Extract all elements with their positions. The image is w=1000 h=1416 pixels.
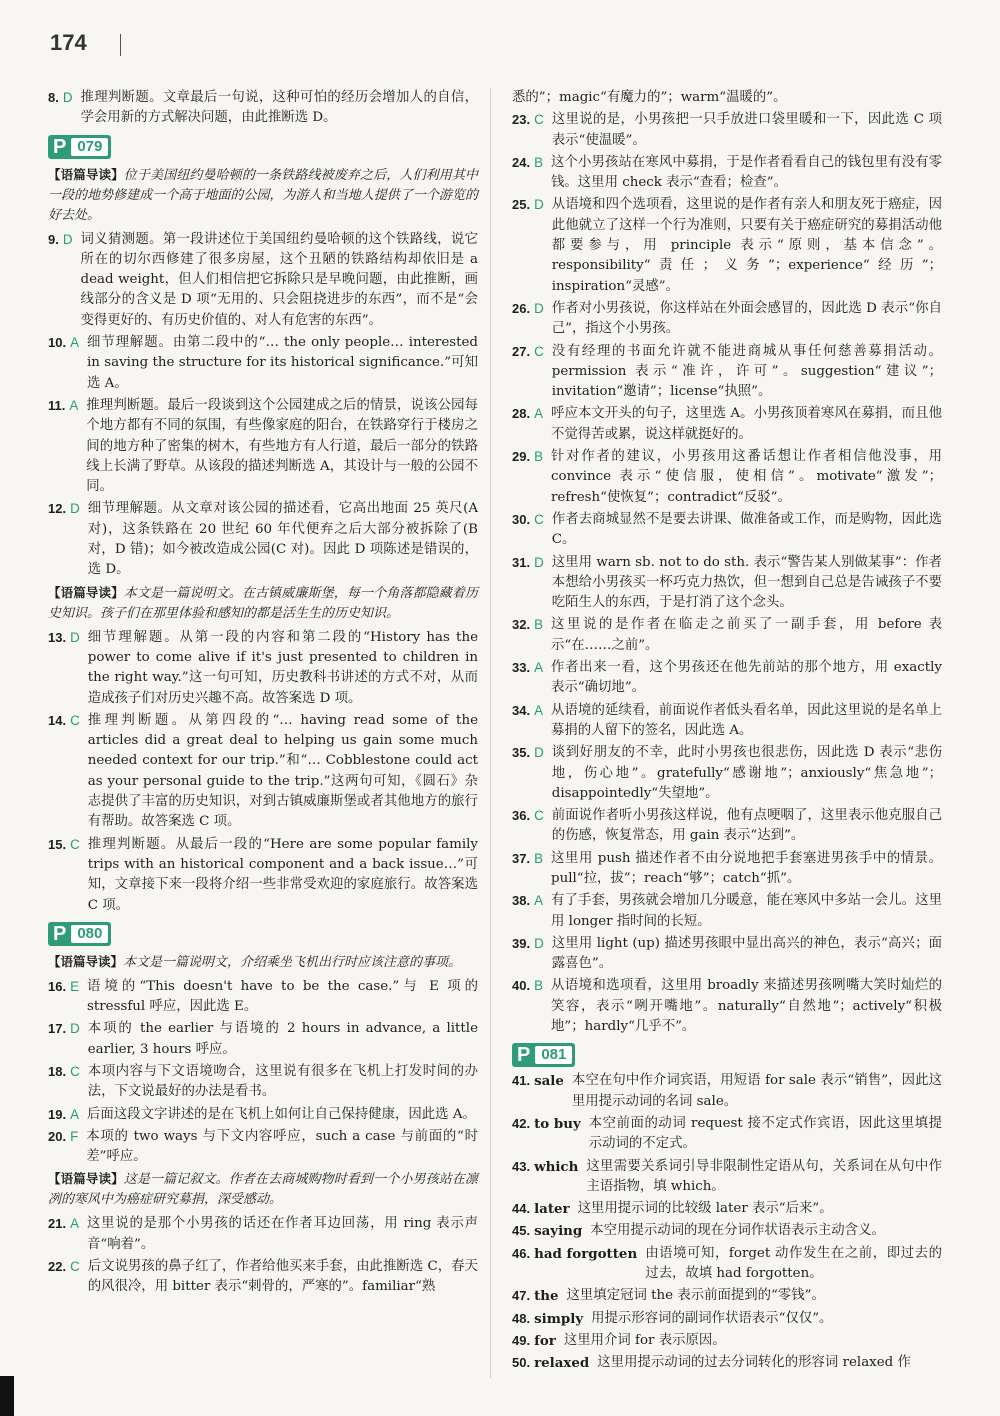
answer-letter: F [70, 1128, 79, 1144]
question-number: 12. [48, 501, 67, 517]
answer-letter: A [534, 893, 544, 909]
answer-explanation: 从语境的延续看，前面说作者低头看名单，因此这里说的是名单上募捐的人留下的签名，因此选 A。 [551, 702, 942, 738]
question-number: 50. [512, 1355, 531, 1371]
answer-explanation: 推理判断题。从最后一段的“Here are some popular family trips with an historical component and a back issue…”可知，文章接下来一段将介绍一些非常受欢迎的家庭旅行。故答案选 C 项。 [87, 836, 478, 913]
answer-letter: D [534, 197, 544, 213]
answer-letter: C [70, 1259, 80, 1275]
answer-letter: A [70, 335, 80, 351]
answer-letter: D [534, 745, 544, 761]
answer-explanation: 从语境和选项看，这里用 broadly 来描述男孩咧嘴大笑时灿烂的笑容，表示“咧开嘴地”。naturally“自然地”；actively“积极地”；hardly“几乎不”。 [551, 978, 942, 1035]
question-number: 39. [512, 935, 531, 951]
question-number: 18. [48, 1063, 67, 1079]
passage-guide-text: 本文是一篇说明文，介绍乘坐飞机出行时应该注意的事项。 [123, 954, 462, 970]
answer-item [48, 1127, 478, 1168]
answer-explanation: 推理判断题。最后一段谈到这个公园建成之后的情景，说该公园每个地方都有不同的氛围，有些像家庭的阳台，在铁路穿行于楼房之间的地方种了密集的树木，有些地方有人行道，最后一部分的铁路线上长满了野草。从该段的描述判断选 A，其设计与一般的公园不同。 [86, 397, 478, 495]
fill-blank-item [512, 1071, 942, 1112]
answer-explanation: 本项的 the earlier 与语境的 2 hours in advance, a little earlier, 3 hours 呼应。 [87, 1021, 478, 1057]
answer-item [48, 1105, 478, 1125]
answer-letter: A [534, 702, 544, 718]
answer-word: had forgotten [534, 1245, 638, 1262]
answer-letter: B [534, 850, 544, 866]
passage-guide-tag: 【语篇导读】 [48, 1171, 124, 1187]
answer-letter: D [62, 90, 73, 105]
answer-word: which [534, 1158, 579, 1175]
answer-explanation: 这里说的是作者在临走之前买了一副手套，用 before 表示“在……之前”。 [551, 617, 942, 653]
answer-letter: D [70, 629, 80, 645]
answer-explanation: 推理判断题。从第四段的“… having read some of the articles did a great deal to helping us gain some much needed context for our trip.”和“… Cobblestone could act as your personal guide to the trip.”这两句可知，《圆石》杂志提供了丰富的历史知识，对到古镇威廉斯堡或者其他地方的旅行有帮助。故答案选 C 项。 [87, 712, 478, 830]
question-number: 45. [512, 1223, 531, 1239]
answer-item [48, 88, 478, 129]
question-number: 23. [512, 112, 531, 128]
scan-edge-mark [0, 1376, 14, 1416]
answer-letter: D [534, 554, 544, 570]
passage-guide-tag: 【语篇导读】 [48, 953, 124, 969]
answer-word: for [534, 1332, 556, 1349]
question-number: 28. [512, 406, 531, 422]
answer-item [48, 1062, 478, 1103]
answer-letter: A [534, 406, 544, 422]
answer-letter: C [70, 712, 80, 728]
answer-letter: E [70, 978, 80, 994]
question-number: 10. [48, 335, 67, 351]
section-badge [48, 922, 111, 946]
answer-item [512, 658, 942, 699]
answer-explanation: 这里用 light (up) 描述男孩眼中显出高兴的神色，表示“高兴；面露喜色”。 [551, 935, 942, 972]
answer-explanation: 作者去商城显然不是要去讲课、做准备或工作，而是购物，因此选 C。 [551, 511, 942, 548]
left-column [48, 88, 478, 1300]
question-number: 44. [512, 1201, 531, 1217]
section-badge-letter: P [53, 135, 67, 158]
fill-blank-item [512, 1244, 942, 1285]
answer-word: simply [534, 1310, 584, 1327]
answer-letter: B [534, 978, 544, 994]
fill-blank-item [512, 1199, 942, 1219]
question-number: 43. [512, 1158, 531, 1174]
question-number: 22. [48, 1259, 67, 1275]
answer-letter: A [534, 660, 544, 676]
answer-explanation: 本项内容与下文语境吻合，这里说有很多在飞机上打发时间的办法，下文说最好的办法是看书。 [87, 1063, 478, 1100]
answer-explanation: 由语境可知，forget 动作发生在之前，即过去的过去，故填 had forgotten。 [645, 1245, 942, 1282]
answer-explanation: 细节理解题。由第二段中的“… the only people… interested in saving the structure for its historical significance.”可知选 A。 [87, 335, 478, 391]
question-number: 34. [512, 702, 531, 718]
answer-explanation: 这里用提示动词的过去分词转化的形容词 relaxed 作 [597, 1355, 911, 1371]
answer-explanation: 前面说作者听小男孩这样说，他有点哽咽了，这里表示他克服自己的伤感，恢复常态，用 gain 表示“达到”。 [551, 808, 942, 844]
answer-explanation: 语境的“This doesn't have to be the case.”与 E 项的 stressful 呼应，因此选 E。 [87, 978, 478, 1015]
section-badge-letter: P [53, 922, 67, 945]
answer-explanation: 这里用 push 描述作者不由分说地把手套塞进男孩手中的情景。pull“拉，拔”；reach“够”；catch“抓”。 [551, 850, 942, 886]
question-number: 32. [512, 617, 531, 633]
answer-explanation: 本项的 two ways 与下文内容呼应，such a case 与前面的“时差”呼应。 [86, 1128, 478, 1165]
answer-item [512, 153, 942, 194]
answer-explanation: 后面这段文字讲述的是在飞机上如何让自己保持健康，因此选 A。 [87, 1106, 476, 1122]
question-number: 30. [512, 511, 531, 527]
answer-explanation: 从语境和四个选项看，这里说的是作者有亲人和朋友死于癌症，因此他就立了这样一个行为准则，只要有关于癌症研究的募捐活动他都要参与，用 principle 表示“原则，基本信念”。responsibility“责任；义务”；experience“经历”；inspiration“灵感”。 [551, 197, 942, 294]
question-number: 40. [512, 978, 531, 994]
question-number: 47. [512, 1288, 531, 1304]
question-number: 8. [48, 90, 59, 105]
question-number: 27. [512, 343, 531, 359]
section-badge-code: 080 [71, 925, 108, 943]
answer-item [48, 628, 478, 709]
answer-word: sale [534, 1073, 564, 1090]
question-number: 33. [512, 660, 531, 676]
passage-guide-text: 本文是一篇说明文。在古镇威廉斯堡，每一个角落都隐藏着历史知识。孩子们在那里体验和感知的都是活生生的历史知识。 [48, 585, 478, 621]
column-divider [490, 88, 491, 1378]
question-number: 26. [512, 300, 531, 316]
answer-letter: C [534, 808, 544, 824]
question-number: 16. [48, 978, 67, 994]
question-number: 15. [48, 836, 67, 852]
answer-item [48, 711, 478, 833]
question-number: 38. [512, 893, 531, 909]
question-number: 42. [512, 1115, 531, 1131]
question-number: 21. [48, 1216, 67, 1232]
answer-item [512, 849, 942, 890]
answer-word: later [534, 1201, 570, 1218]
fill-blank-item [512, 1157, 942, 1198]
answer-letter: C [70, 836, 80, 852]
answer-letter: D [70, 501, 80, 517]
question-number: 19. [48, 1106, 67, 1122]
answer-item [48, 835, 478, 916]
passage-guide-tag: 【语篇导读】 [48, 584, 124, 600]
answer-item [48, 1257, 478, 1298]
answer-explanation: 作者对小男孩说，你这样站在外面会感冒的，因此选 D 表示“你自己”，指这个小男孩。 [551, 300, 942, 337]
answer-explanation: 本空用提示动词的现在分词作状语表示主动含义。 [590, 1223, 885, 1239]
answer-item [512, 743, 942, 804]
answer-item [512, 976, 942, 1037]
answer-explanation: 谈到好朋友的不幸，此时小男孩也很悲伤，因此选 D 表示“悲伤地，伤心地”。gratefully“感谢地”；anxiously“焦急地”；disappointedly“失望地”。 [551, 745, 942, 801]
answer-letter: A [70, 1216, 80, 1232]
question-number: 14. [48, 712, 67, 728]
answer-item [48, 499, 478, 580]
passage-guide-tag: 【语篇导读】 [48, 166, 124, 182]
answer-letter: D [70, 1021, 80, 1037]
answer-item [48, 977, 478, 1018]
fill-blank-item [512, 1353, 942, 1373]
question-number: 31. [512, 554, 531, 570]
section-badge [48, 135, 111, 159]
answer-explanation: 针对作者的建议，小男孩用这番话想让作者相信他没事，用 convince 表示“使信服，使相信”。motivate“激发”；refresh“使恢复”；contradict“反驳”。 [551, 449, 942, 505]
answer-letter: D [534, 300, 544, 316]
answer-item [48, 396, 478, 497]
answer-word: relaxed [534, 1355, 590, 1372]
answer-explanation: 这里填定冠词 the 表示前面提到的“零钱”。 [566, 1288, 825, 1304]
fill-blank-item [512, 1114, 942, 1155]
continued-text: 悉的”；magic“有魔力的”；warm“温暖的”。 [512, 90, 787, 105]
question-number: 46. [512, 1245, 531, 1261]
answer-item [512, 934, 942, 975]
question-number: 11. [48, 397, 66, 413]
question-number: 36. [512, 808, 531, 824]
answer-item [512, 447, 942, 508]
answer-item [48, 1019, 478, 1060]
answer-explanation: 没有经理的书面允许就不能进商城从事任何慈善募捐活动。permission 表示“准许，许可”。suggestion“建议”；invitation“邀请”；license“执照”。 [551, 343, 942, 400]
answer-explanation: 用提示形容词的副词作状语表示“仅仅”。 [591, 1310, 833, 1326]
answer-explanation: 本空前面的动词 request 接不定式作宾语，因此这里填提示动词的不定式。 [588, 1115, 942, 1152]
answer-letter: D [62, 231, 73, 247]
question-number: 49. [512, 1332, 531, 1348]
question-number: 17. [48, 1021, 67, 1037]
answer-item [48, 230, 478, 331]
passage-guide [48, 583, 478, 624]
answer-explanation: 这里用提示词的比较级 later 表示“后来”。 [577, 1201, 833, 1217]
answer-explanation: 本空在句中作介词宾语，用短语 for sale 表示“销售”，因此这里用提示动词的名词 sale。 [571, 1073, 942, 1109]
answer-letter: B [534, 617, 544, 633]
answer-explanation: 这个小男孩站在寒风中募捐，于是作者看看自己的钱包里有没有零钱。这里用 check 表示“查看；检查”。 [551, 154, 942, 191]
passage-guide-text: 这是一篇记叙文。作者在去商城购物时看到一个小男孩站在凛冽的寒风中为癌症研究募捐，深受感动。 [48, 1172, 478, 1208]
answer-letter: C [534, 112, 544, 128]
passage-guide [48, 1169, 478, 1210]
question-number: 41. [512, 1073, 531, 1089]
question-number: 20. [48, 1128, 67, 1144]
right-column [512, 88, 942, 1376]
answer-explanation: 作者出来一看，这个男孩还在他先前站的那个地方，用 exactly 表示“确切地”。 [551, 660, 942, 696]
fill-blank-item [512, 1286, 942, 1306]
answer-item [512, 615, 942, 656]
question-number: 25. [512, 197, 531, 213]
answer-item [512, 404, 942, 445]
answer-letter: C [534, 511, 544, 527]
answer-item [512, 701, 942, 742]
answer-letter: C [70, 1063, 80, 1079]
answer-word: saying [534, 1223, 583, 1240]
fill-blank-item [512, 1309, 942, 1329]
answer-explanation: 词义猜测题。第一段讲述位于美国纽约曼哈顿的这个铁路线，说它所在的切尔西修建了很多房屋，这个丑陋的铁路结构却依旧是 a dead weight，但人们相信把它拆除只是早晚问题，由此推断，画线部分的含义是 D 项“无用的、只会阻挠进步的东西”，而不是“会变得更好的、有历史价值的、对人有危害的东西”。 [80, 231, 478, 328]
question-number: 13. [48, 629, 67, 645]
answer-item [48, 1214, 478, 1255]
question-number: 35. [512, 745, 531, 761]
answer-item [512, 342, 942, 403]
question-number: 24. [512, 154, 531, 170]
answer-letter: B [534, 154, 544, 170]
answer-item [512, 299, 942, 340]
answer-letter: A [69, 397, 79, 413]
answer-explanation: 这里需要关系词引导非限制性定语从句，关系词在从句中作主语指物，填 which。 [586, 1158, 942, 1194]
passage-guide [48, 165, 478, 226]
answer-explanation: 推理判断题。文章最后一句说，这种可怕的经历会增加人的自信，学会用新的方式解决问题，由此推断选 D。 [80, 90, 478, 126]
header-divider [120, 34, 121, 56]
passage-guide-text: 位于美国纽约曼哈顿的一条铁路线被废弃之后，人们利用其中一段的地势修建成一个高于地面的公园，为游人和当地人提供了一个游览的好去处。 [48, 167, 478, 223]
answer-item [512, 806, 942, 847]
question-number: 37. [512, 850, 531, 866]
answer-explanation: 呼应本文开头的句子，这里选 A。小男孩顶着寒风在募捐，而且他不觉得苦或累，说这样就挺好的。 [551, 406, 942, 442]
question-number: 29. [512, 449, 531, 465]
fill-blank-item [512, 1331, 942, 1351]
page-number: 174 [50, 30, 87, 55]
answer-item [512, 510, 942, 551]
section-badge-letter: P [517, 1044, 531, 1067]
answer-item [512, 195, 942, 296]
answer-explanation: 这里说的是，小男孩把一只手放进口袋里暖和一下，因此选 C 项表示“使温暖”。 [551, 112, 942, 148]
passage-guide [48, 952, 478, 973]
section-badge-code: 079 [71, 138, 108, 156]
fill-blank-item [512, 1221, 942, 1241]
answer-explanation: 有了手套，男孩就会增加几分暖意，能在寒风中多站一会儿。这里用 longer 指时间的长短。 [551, 893, 942, 929]
question-number: 48. [512, 1310, 531, 1326]
answer-explanation: 这里说的是那个小男孩的话还在作者耳边回荡，用 ring 表示声音“响着”。 [87, 1216, 478, 1252]
answer-item [512, 110, 942, 151]
section-badge-code: 081 [535, 1046, 572, 1064]
answer-explanation: 这里用介词 for 表示原因。 [563, 1332, 726, 1348]
answer-item [512, 891, 942, 932]
answer-explanation: 细节理解题。从第一段的内容和第二段的“History has the power to come alive if it's just presented to children in the right way.”这一句可知，历史教科书讲述的方式不对，从而造成孩子们对历史兴趣不高。故答案选 D 项。 [87, 629, 478, 706]
answer-item [512, 553, 942, 614]
answer-explanation: 细节理解题。从文章对该公园的描述看，它高出地面 25 英尺(A 对)，这条铁路在 20 世纪 60 年代便弃之后大部分被拆除了(B 对，D 错)；如今被改造成公园(C 对)。因此 D 项陈述是错误的，选 D。 [87, 501, 478, 578]
question-number: 9. [48, 231, 59, 247]
answer-word: to buy [534, 1115, 581, 1132]
answer-explanation: 这里用 warn sb. not to do sth. 表示“警告某人别做某事”：作者本想给小男孩买一杯巧克力热饮，但一想到自己总是告诫孩子不要吃陌生人的东西，于是打消了这个念头。 [551, 554, 942, 611]
answer-explanation: 后文说男孩的鼻子红了，作者给他买来手套，由此推断选 C，春天的风很冷，用 bitter 表示“刺骨的，严寒的”。familiar“熟 [87, 1259, 478, 1295]
answer-letter: B [534, 449, 544, 465]
answer-item [48, 333, 478, 394]
section-badge [512, 1043, 575, 1067]
answer-letter: D [534, 935, 544, 951]
answer-word: the [534, 1288, 559, 1305]
answer-letter: C [534, 343, 544, 359]
answer-letter: A [70, 1106, 80, 1122]
